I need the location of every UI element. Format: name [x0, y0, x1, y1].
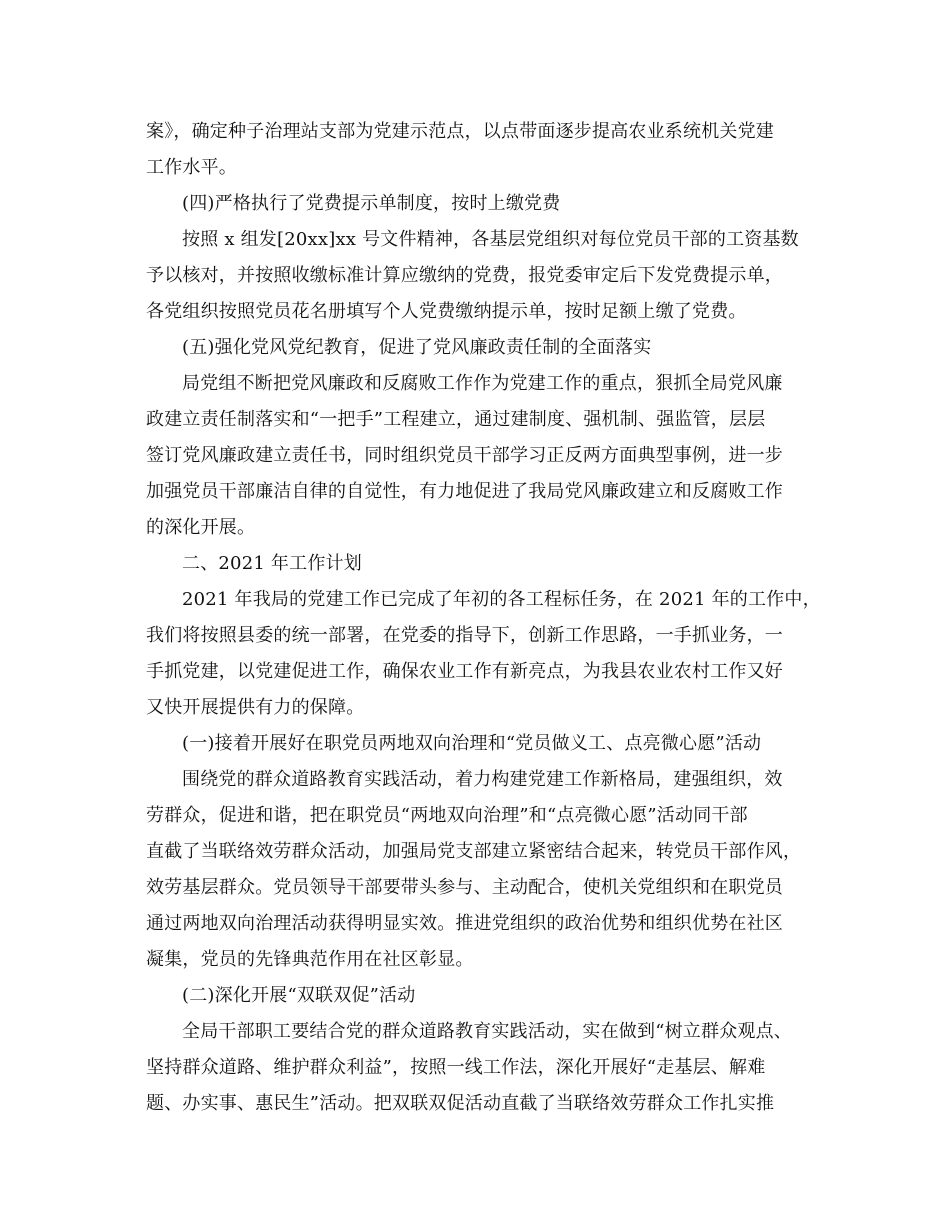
text-line	[146, 942, 806, 978]
text-line	[146, 834, 806, 870]
line-text: 劳群众，促进和谐，把在职党员“两地双向治理”和“点亮微心愿”活动同干部	[146, 805, 748, 826]
line-text: 工作水平。	[146, 157, 237, 178]
text-line	[146, 150, 806, 186]
line-text: 各党组织按照党员花名册填写个人党费缴纳提示单，按时足额上缴了党费。	[146, 301, 747, 322]
section-heading	[146, 978, 806, 1014]
line-text: (一)接着开展好在职党员两地双向治理和“党员做义工、点亮微心愿”活动	[182, 733, 762, 754]
line-text: (二)深化开展“双联双促”活动	[182, 985, 416, 1006]
line-text: 全局干部职工要结合党的群众道路教育实践活动，实在做到“树立群众观点、	[182, 1021, 792, 1042]
line-text: 予以核对，并按照收缴标准计算应缴纳的党费，报党委审定后下发党费提示单，	[146, 265, 783, 286]
line-text: 二、2021 年工作计划	[182, 553, 362, 574]
text-line	[146, 654, 806, 690]
text-line	[146, 402, 806, 438]
text-line	[146, 1050, 806, 1086]
paragraph-start	[146, 366, 806, 402]
line-text: 又快开展提供有力的保障。	[146, 697, 365, 718]
text-line	[146, 1086, 806, 1122]
line-text: 直截了当联络效劳群众活动，加强局党支部建立紧密结合起来，转党员干部作风，	[146, 841, 802, 862]
text-line	[146, 690, 806, 726]
section-heading	[146, 330, 806, 366]
paragraph-start	[146, 582, 821, 618]
line-text: 效劳基层群众。党员领导干部要带头参与、主动配合，使机关党组织和在职党员	[146, 877, 783, 898]
section-heading	[146, 726, 806, 762]
text-line	[146, 114, 806, 150]
line-text: 案》，确定种子治理站支部为党建示范点，以点带面逐步提高农业系统机关党建	[146, 121, 774, 142]
paragraph-start	[146, 222, 806, 258]
document-body	[146, 114, 821, 1122]
line-text: 题、办实事、惠民生”活动。把双联双促活动直截了当联络效劳群众工作扎实推	[146, 1093, 775, 1114]
line-text: 手抓党建，以党建促进工作，确保农业工作有新亮点，为我县农业农村工作又好	[146, 661, 783, 682]
section-heading	[146, 186, 806, 222]
line-text: 局党组不断把党风廉政和反腐败工作作为党建工作的重点，狠抓全局党风廉	[182, 373, 783, 394]
paragraph-start	[146, 762, 806, 798]
line-text: (五)强化党风党纪教育，促进了党风廉政责任制的全面落实	[182, 337, 652, 358]
line-text: 凝集，党员的先锋典范作用在社区彰显。	[146, 949, 474, 970]
text-line	[146, 618, 806, 654]
line-text: 通过两地双向治理活动获得明显实效。推进党组织的政治优势和组织优势在社区	[146, 913, 783, 934]
section-heading	[146, 546, 806, 582]
line-text: 我们将按照县委的统一部署，在党委的指导下，创新工作思路，一手抓业务，一	[146, 625, 783, 646]
line-text: 按照 x 组发[20xx]xx 号文件精神，各基层党组织对每位党员干部的工资基数	[182, 229, 799, 250]
text-line	[146, 474, 806, 510]
text-line	[146, 510, 806, 546]
line-text: 坚持群众道路、维护群众利益”，按照一线工作法，深化开展好“走基层、解难	[146, 1057, 766, 1078]
text-line	[146, 294, 806, 330]
text-line	[146, 438, 806, 474]
line-text: 签订党风廉政建立责任书，同时组织党员干部学习正反两方面典型事例，进一步	[146, 445, 783, 466]
line-text: 围绕党的群众道路教育实践活动，着力构建党建工作新格局，建强组织，效	[182, 769, 783, 790]
text-line	[146, 906, 806, 942]
text-line	[146, 870, 806, 906]
line-text: 政建立责任制落实和“一把手”工程建立，通过建制度、强机制、强监管，层层	[146, 409, 766, 430]
text-line	[146, 798, 806, 834]
line-text: 2021 年我局的党建工作已完成了年初的各工程标任务，在 2021 年的工作中，	[182, 589, 821, 610]
line-text: (四)严格执行了党费提示单制度，按时上缴党费	[182, 193, 561, 214]
text-line	[146, 258, 806, 294]
line-text: 的深化开展。	[146, 517, 256, 538]
line-text: 加强党员干部廉洁自律的自觉性，有力地促进了我局党风廉政建立和反腐败工作	[146, 481, 783, 502]
paragraph-start	[146, 1014, 806, 1050]
